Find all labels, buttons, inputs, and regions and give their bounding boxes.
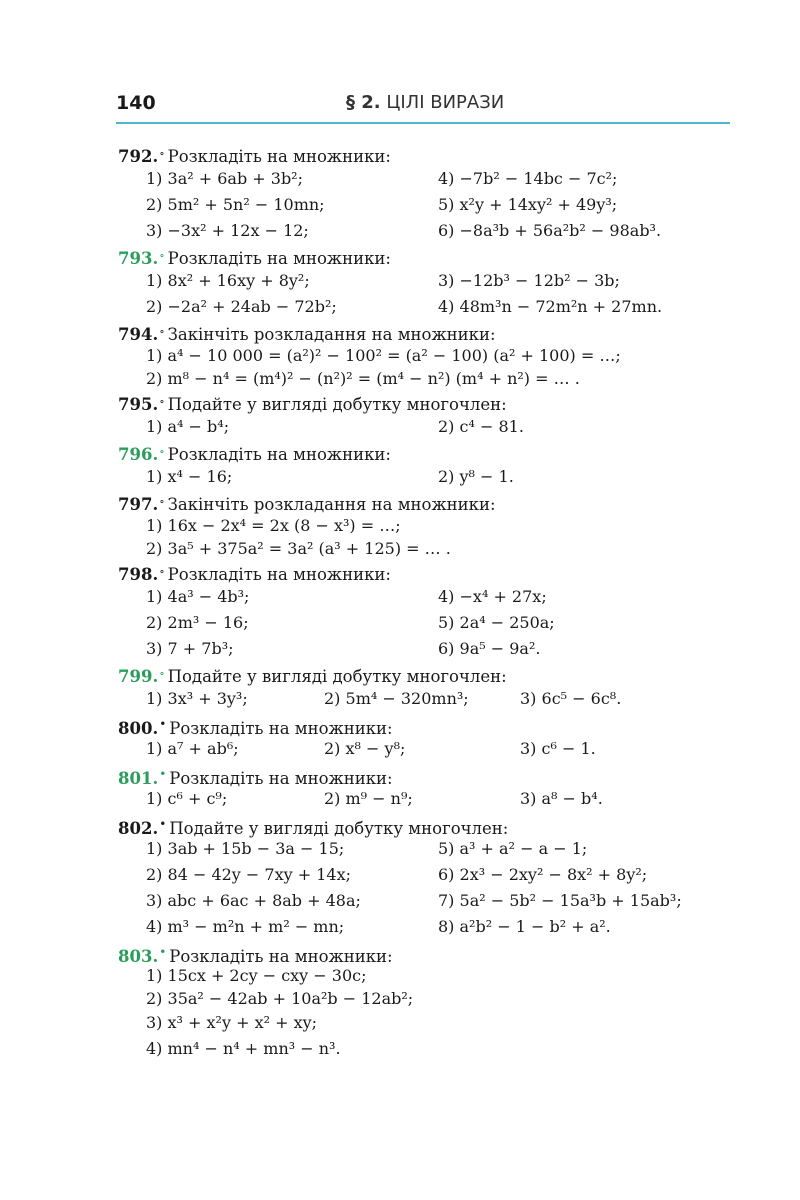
- item: 1) 3x³ + 3y³;: [146, 689, 248, 708]
- item-row: [118, 218, 730, 244]
- item: 2) 35a² − 42ab + 10a²b − 12ab²;: [146, 989, 414, 1008]
- page-header: [116, 90, 730, 124]
- item: 2) y⁸ − 1.: [438, 467, 514, 486]
- exercise-text: Розкладіть на множники:: [167, 565, 391, 584]
- item: 1) 16x − 2x⁴ = 2x (8 − x³) = …;: [146, 516, 401, 535]
- exercise-title: 803.• Розкладіть на множники:: [118, 945, 393, 966]
- exercise-title: 793.∘ Розкладіть на множники:: [118, 249, 391, 268]
- exercise-number: 794.: [118, 325, 159, 344]
- exercise-793: [118, 244, 730, 320]
- item: 3) 7 + 7b³;: [146, 639, 234, 658]
- item: 8) a²b² − 1 − b² + a².: [438, 917, 611, 936]
- exercise-title: 792.∘ Розкладіть на множники:: [118, 147, 391, 166]
- item: 3) abc + 6ac + 8ab + 48a;: [146, 891, 361, 910]
- exercise-number: 797.: [118, 495, 159, 514]
- item: 3) −12b³ − 12b² − 3b;: [438, 271, 620, 290]
- item: 1) a⁴ − 10 000 = (a²)² − 100² = (a² − 100) (a² + 100) = …;: [146, 346, 621, 365]
- exercise-title: 795.∘ Подайте у вигляді добутку многочлен:: [118, 395, 507, 414]
- item: 5) x²y + 14xy² + 49y³;: [438, 195, 618, 214]
- item: 2) m⁹ − n⁹;: [324, 789, 413, 808]
- item: 1) 4a³ − 4b³;: [146, 587, 250, 606]
- item: 2) 2m³ − 16;: [146, 613, 249, 632]
- item: 6) 2x³ − 2xy² − 8x² + 8y²;: [438, 865, 648, 884]
- item: 3) 6c⁵ − 6c⁸.: [520, 689, 622, 708]
- item: 2) 3a⁵ + 375a² = 3a² (a³ + 125) = … .: [146, 539, 451, 558]
- item-row: [118, 786, 730, 812]
- item: 2) c⁴ − 81.: [438, 417, 524, 436]
- item: 4) −7b² − 14bc − 7c²;: [438, 169, 618, 188]
- item: 4) 48m³n − 72m²n + 27mn.: [438, 297, 663, 316]
- item: 1) 3ab + 15b − 3a − 15;: [146, 839, 345, 858]
- item: 7) 5a² − 5b² − 15a³b + 15ab³;: [438, 891, 682, 910]
- exercise-text: Закінчіть розкладання на множники:: [167, 325, 496, 344]
- exercise-text: Розкладіть на множники:: [169, 769, 393, 788]
- exercise-title: 796.∘ Розкладіть на множники:: [118, 445, 391, 464]
- item: 3) −3x² + 12x − 12;: [146, 221, 309, 240]
- item-row: [118, 344, 730, 367]
- exercise-795: [118, 390, 730, 440]
- exercise-number: 802.: [118, 819, 159, 838]
- item: 2) m⁸ − n⁴ = (m⁴)² − (n²)² = (m⁴ − n²) (m⁴ + n²) = … .: [146, 369, 580, 388]
- item-row: [118, 514, 730, 537]
- section-heading: [346, 92, 504, 113]
- exercise-797: [118, 490, 730, 560]
- item: 2) −2a² + 24ab − 72b²;: [146, 297, 337, 316]
- exercise-799: [118, 662, 730, 712]
- exercise-text: Розкладіть на множники:: [169, 719, 393, 738]
- item: 3) a⁸ − b⁴.: [520, 789, 603, 808]
- exercise-796: [118, 440, 730, 490]
- item-row: [118, 914, 730, 940]
- item-row: [118, 294, 730, 320]
- item: 1) a⁷ + ab⁶;: [146, 739, 239, 758]
- page-number: 140: [116, 92, 156, 114]
- item-row: [118, 537, 730, 560]
- item-row: [118, 888, 730, 914]
- item: 1) 15cx + 2cy − cxy − 30c;: [146, 966, 367, 985]
- item: 4) mn⁴ − n⁴ + mn³ − n³.: [146, 1039, 341, 1058]
- item-row: [118, 192, 730, 218]
- item: 3) x³ + x²y + x² + xy;: [146, 1013, 318, 1032]
- exercise-text: Розкладіть на множники:: [167, 445, 391, 464]
- exercise-number: 800.: [118, 719, 159, 738]
- item-row: [118, 836, 730, 862]
- item-row: [118, 964, 730, 987]
- item-row: [118, 610, 730, 636]
- item: 5) 2a⁴ − 250a;: [438, 613, 555, 632]
- exercise-number: 801.: [118, 769, 159, 788]
- exercise-number: 792.: [118, 147, 159, 166]
- section-label: § 2.: [346, 92, 381, 113]
- item: 5) a³ + a² − a − 1;: [438, 839, 588, 858]
- item-row: [118, 686, 730, 712]
- exercise-text: Закінчіть розкладання на множники:: [167, 495, 496, 514]
- exercise-number: 795.: [118, 395, 159, 414]
- exercise-794: [118, 320, 730, 390]
- exercise-802: [118, 812, 730, 940]
- exercise-text: Розкладіть на множники:: [167, 249, 391, 268]
- item: 1) x⁴ − 16;: [146, 467, 233, 486]
- exercise-798: [118, 560, 730, 662]
- item-row: [118, 464, 730, 490]
- item-row: [118, 166, 730, 192]
- exercise-title: 794.∘ Закінчіть розкладання на множники:: [118, 325, 496, 344]
- exercise-number: 796.: [118, 445, 159, 464]
- exercise-number: 793.: [118, 249, 159, 268]
- item-row: [118, 367, 730, 390]
- exercise-number: 799.: [118, 667, 159, 686]
- exercise-title: 797.∘ Закінчіть розкладання на множники:: [118, 495, 496, 514]
- exercise-801: [118, 762, 730, 812]
- exercise-800: [118, 712, 730, 762]
- item-row: [118, 414, 730, 440]
- item: 1) 3a² + 6ab + 3b²;: [146, 169, 303, 188]
- exercise-list: [118, 142, 730, 1062]
- exercise-792: [118, 142, 730, 244]
- item: 1) a⁴ − b⁴;: [146, 417, 230, 436]
- exercise-number: 803.: [118, 947, 159, 966]
- item-row: [118, 1036, 730, 1062]
- exercise-803: [118, 940, 730, 1062]
- exercise-title: 798.∘ Розкладіть на множники:: [118, 565, 391, 584]
- item-row: [118, 1010, 730, 1036]
- item: 6) 9a⁵ − 9a².: [438, 639, 541, 658]
- section-title: ЦІЛІ ВИРАЗИ: [386, 92, 505, 113]
- exercise-text: Подайте у вигляді добутку многочлен:: [167, 667, 507, 686]
- item-row: [118, 268, 730, 294]
- exercise-title: 801.• Розкладіть на множники:: [118, 767, 393, 788]
- exercise-number: 798.: [118, 565, 159, 584]
- item: 6) −8a³b + 56a²b² − 98ab³.: [438, 221, 662, 240]
- item: 2) 84 − 42y − 7xy + 14x;: [146, 865, 352, 884]
- item: 2) 5m⁴ − 320mn³;: [324, 689, 469, 708]
- item: 4) −x⁴ + 27x;: [438, 587, 547, 606]
- exercise-text: Розкладіть на множники:: [169, 947, 393, 966]
- exercise-text: Подайте у вигляді добутку многочлен:: [169, 819, 509, 838]
- exercise-title: 800.• Розкладіть на множники:: [118, 717, 393, 738]
- item-row: [118, 987, 730, 1010]
- item: 2) 5m² + 5n² − 10mn;: [146, 195, 325, 214]
- item-row: [118, 584, 730, 610]
- item-row: [118, 636, 730, 662]
- exercise-title: 799.∘ Подайте у вигляді добутку многочлен:: [118, 667, 507, 686]
- item-row: [118, 862, 730, 888]
- item-row: [118, 736, 730, 762]
- item: 2) x⁸ − y⁸;: [324, 739, 406, 758]
- exercise-text: Подайте у вигляді добутку многочлен:: [167, 395, 507, 414]
- item: 4) m³ − m²n + m² − mn;: [146, 917, 345, 936]
- exercise-text: Розкладіть на множники:: [167, 147, 391, 166]
- item: 1) c⁶ + c⁹;: [146, 789, 228, 808]
- exercise-title: 802.• Подайте у вигляді добутку многочлен:: [118, 817, 509, 838]
- item: 1) 8x² + 16xy + 8y²;: [146, 271, 310, 290]
- item: 3) c⁶ − 1.: [520, 739, 596, 758]
